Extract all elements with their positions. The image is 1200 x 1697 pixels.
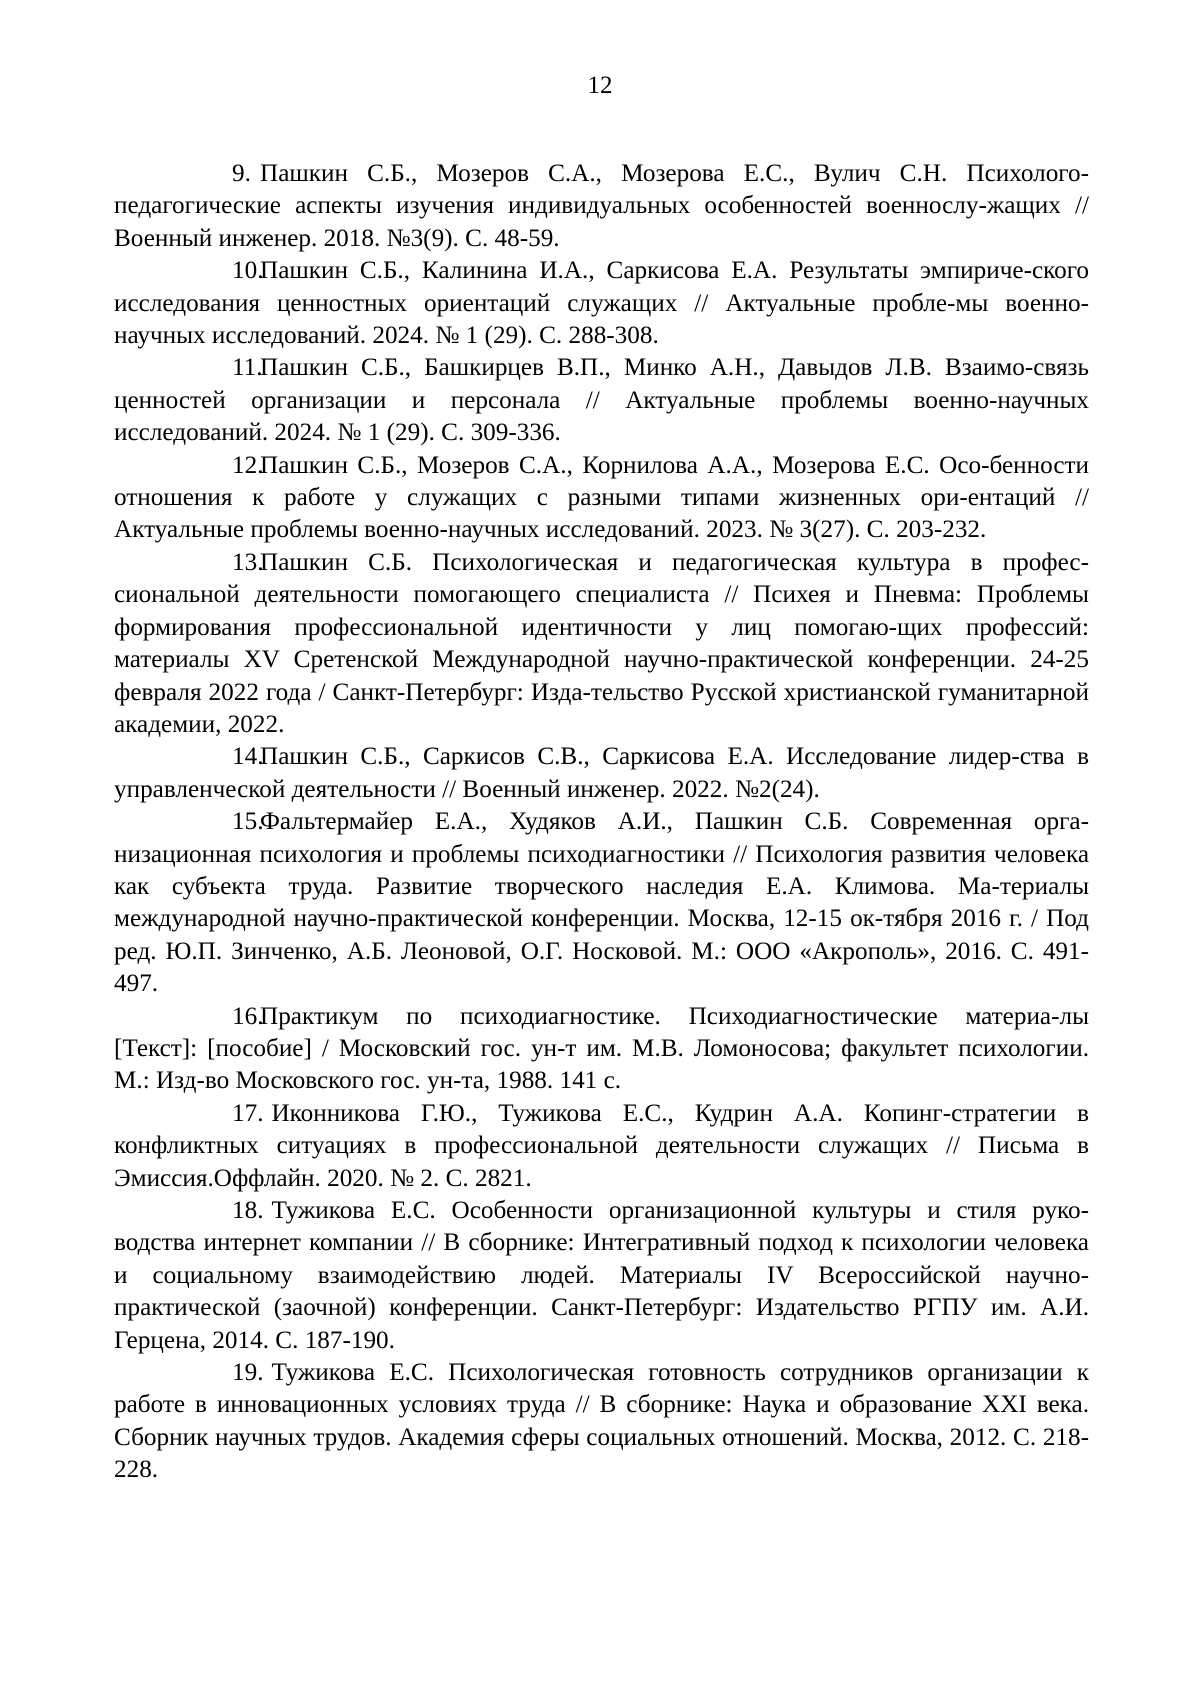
reference-number: 15. — [232, 808, 264, 836]
reference-text: Фальтермайер Е.А., Худяков А.И., Пашкин С.Б. Современная орга-низационная психология и проблемы психодиагностики // Психология развития человека как субъекта труда. Развитие творческого наследия Е.А. Климова. Ма-териалы международной научно-практической конференции. Москва, 12-15 ок-тября 2016 г. / Под ред. Ю.П. Зинченко, А.Б. Леоновой, О.Г. Носковой. М.: ООО «Акрополь», 2016. С. 491-497. — [114, 808, 1089, 998]
reference-item — [114, 450, 1089, 547]
reference-item — [114, 158, 1089, 255]
reference-text: Иконникова Г.Ю., Тужикова Е.С., Кудрин А.А. Копинг-стратегии в конфликтных ситуациях в профессиональной деятельности служащих // Письма в Эмиссия.Оффлайн. 2020. № 2. С. 2821. — [114, 1099, 1089, 1192]
page-number: 12 — [587, 72, 613, 99]
reference-number: 12. — [232, 451, 264, 479]
reference-number: 9. — [232, 160, 251, 187]
reference-number: 17. — [232, 1099, 264, 1127]
reference-item — [114, 1357, 1089, 1487]
reference-text: Пашкин С.Б., Калинина И.А., Саркисова Е.А. Результаты эмпириче-ского исследования ценностных ориентаций служащих // Актуальные пробле-мы военно-научных исследований. 2024. № 1 (29). С. 288-308. — [114, 257, 1089, 350]
reference-text: Пашкин С.Б. Психологическая и педагогическая культура в профес-сиональной деятельности помогающего специалиста // Психея и Пневма: Проблемы формирования профессиональной идентичности у лиц помогаю-щих профессий: материалы XV Сретенской Международной научно-практической конференции. 24-25 февраля 2022 года / Санкт-Петербург: Изда-тельство Русской христианской гуманитарной академии, 2022. — [114, 548, 1089, 738]
reference-number: 16. — [232, 1002, 264, 1030]
reference-item — [114, 547, 1089, 741]
reference-text: Пашкин С.Б., Мозеров С.А., Мозерова Е.С., Вулич С.Н. Психолого-педагогические аспекты изучения индивидуальных особенностей военнослу-жащих // Военный инженер. 2018. №3(9). С. 48-59. — [114, 160, 1089, 252]
reference-list — [114, 158, 1089, 1487]
reference-item — [114, 1001, 1089, 1098]
reference-text: Пашкин С.Б., Саркисов С.В., Саркисова Е.А. Исследование лидер-ства в управленческой деятельности // Военный инженер. 2022. №2(24). — [114, 743, 1089, 803]
reference-number: 14. — [232, 743, 264, 771]
reference-item — [114, 255, 1089, 352]
reference-number: 13. — [232, 548, 264, 576]
reference-number: 19. — [232, 1359, 264, 1387]
reference-item — [114, 806, 1089, 1000]
reference-text: Пашкин С.Б., Мозеров С.А., Корнилова А.А., Мозерова Е.С. Осо-бенности отношения к работе у служащих с разными типами жизненных ори-ентаций // Актуальные проблемы военно-научных исследований. 2023. № 3(27). С. 203-232. — [114, 451, 1089, 544]
reference-item — [114, 741, 1089, 806]
reference-text: Тужикова Е.С. Особенности организационной культуры и стиля руко-водства интернет компании // В сборнике: Интегративный подход к психологии человека и социальному взаимодействию людей. Материалы IV Всероссийской научно-практической (заочной) конференции. Санкт-Петербург: Издательство РГПУ им. А.И. Герцена, 2014. С. 187-190. — [114, 1197, 1089, 1354]
reference-text: Пашкин С.Б., Башкирцев В.П., Минко А.Н., Давыдов Л.В. Взаимо-связь ценностей организации и персонала // Актуальные проблемы военно-научных исследований. 2024. № 1 (29). С. 309-336. — [114, 354, 1089, 447]
reference-item — [114, 1098, 1089, 1195]
reference-number: 10. — [232, 257, 264, 285]
reference-item — [114, 1195, 1089, 1357]
reference-text: Практикум по психодиагностике. Психодиагностические материа-лы [Текст]: [пособие] / Московский гос. ун-т им. М.В. Ломоносова; факультет психологии. М.: Изд-во Московского гос. ун-та, 1988. 141 с. — [114, 1002, 1089, 1095]
reference-item — [114, 352, 1089, 449]
reference-number: 11. — [232, 354, 263, 382]
reference-number: 18. — [232, 1197, 264, 1224]
reference-text: Тужикова Е.С. Психологическая готовность сотрудников организации к работе в инновационных условиях труда // В сборнике: Наука и образование XXI века. Сборник научных трудов. Академия сферы социальных отношений. Москва, 2012. С. 218-228. — [114, 1359, 1089, 1484]
